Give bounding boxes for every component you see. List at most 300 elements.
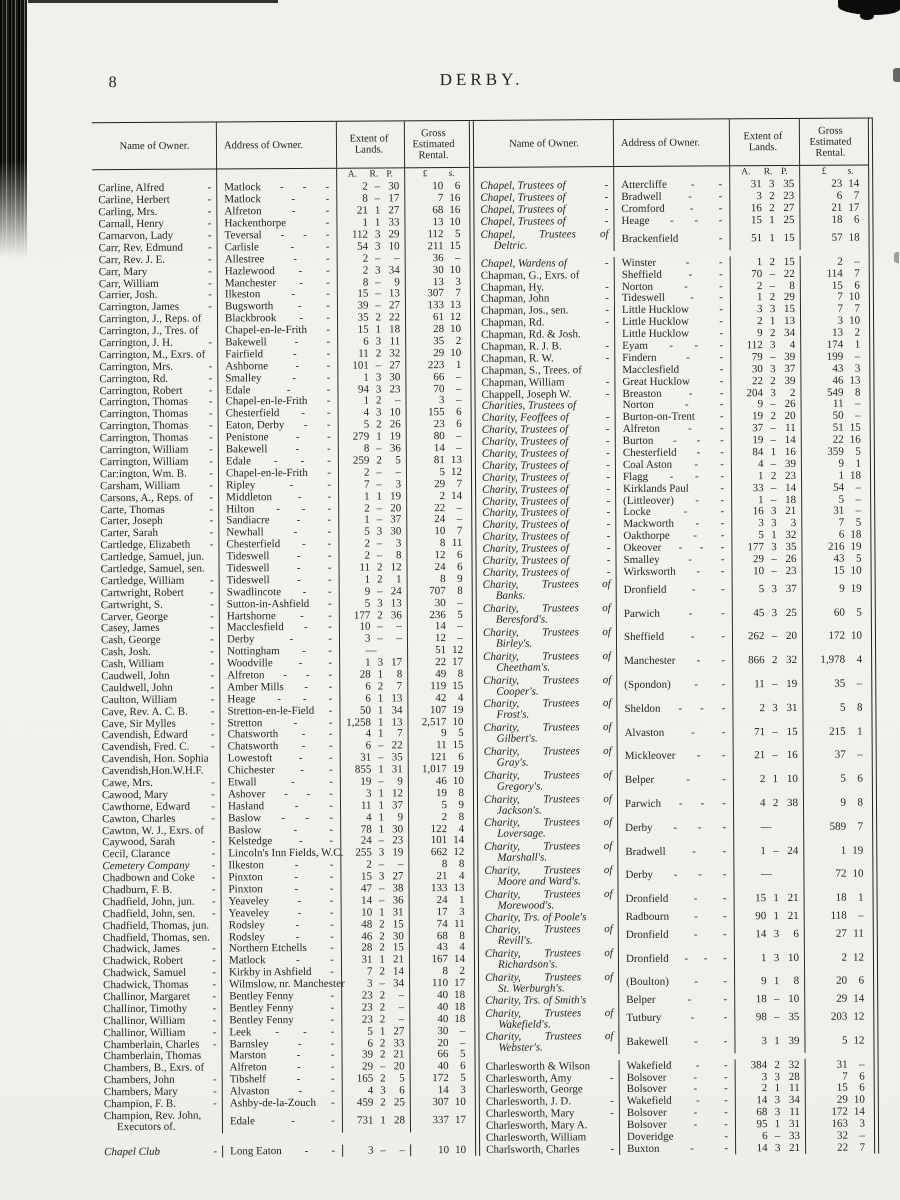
gross-rental-cell: 61 12 [432,311,462,324]
owner-address-cell: Chesterfield - - [219,407,339,420]
extent-of-lands-cell: 4 3 6 [343,1084,411,1096]
gross-rental-cell: 21 4 [436,870,465,883]
owner-address-cell: Wirksworth - - [617,565,733,578]
owner-name-cell: Carter, Sarah - [94,527,219,540]
extent-of-lands-cell: 14 3 21 [736,1142,806,1154]
extent-of-lands-cell: 39 2 21 [342,1049,410,1061]
owner-name-cell: Cartledge, Samuel, jun. [94,551,219,564]
owner-name-cell: Chadbown and Coke - [96,872,221,885]
owner-name-cell: Chamberlain, Thomas [98,1050,223,1063]
extent-units: A. R. P. [730,166,800,179]
extent-of-lands-cell: 8 – 9 [338,276,406,288]
extent-of-lands-cell: 204 3 2 [731,387,801,399]
owner-address-cell: Tibshelf - - [223,1073,343,1086]
extent-of-lands-cell: 1 – 18 [732,494,802,506]
gross-rental-cell: 28 10 [433,323,462,336]
owner-name-cell: Cawton, Charles - [96,812,221,825]
extent-of-lands-cell: 1 3 30 [338,371,406,383]
gross-rental-cell: 22 17 [435,656,464,669]
owner-address-cell: Sheffield - - [617,625,733,650]
gross-rental-cell: 80 – [433,430,462,443]
gross-rental-cell: 119 15 [430,679,464,693]
gross-rental-cell: 29 14 [836,992,865,1005]
extent-of-lands-cell: 6 – 22 [341,740,409,752]
extent-of-lands-cell: 866 2 32 [733,648,803,672]
owner-name-cell: Carrington, J., Reps. of [93,313,218,326]
owner-address-cell: Hartshorne - - [220,609,340,622]
scan-edge-mark [894,252,899,263]
extent-of-lands-cell: 259 2 5 [339,454,407,466]
gross-rental-cell: 223 1 [427,358,462,372]
owner-name-cell: Charity, Trustees of Revill's. [479,923,619,948]
extent-of-lands-cell: 70 – 22 [731,268,801,280]
table-row [479,921,873,947]
extent-of-lands-cell: 19 2 20 [732,410,802,422]
table-row [479,1028,873,1054]
extent-of-lands-cell: 4 1 7 [341,728,409,740]
owner-name-cell: Cawe, Mrs. - [96,776,221,789]
owner-address-cell: Teversal - - - [217,229,337,242]
table-row [479,886,873,912]
gross-rental-cell: 172 14 [831,1105,865,1118]
gross-rental-cell: 9 8 [840,796,864,809]
extent-of-lands-cell: 7 2 14 [342,966,410,978]
gross-rental-cell: 19 8 [435,786,464,800]
owner-address-cell: Long Eaton - - [223,1144,343,1157]
owner-address-cell: Yeaveley - - [222,907,342,920]
extent-of-lands-cell: 71 – 15 [733,720,803,744]
extent-of-lands-cell: 23 2 – [342,989,410,1001]
owner-name-cell: Charity, Trs. of Smith's [479,994,619,1007]
gross-rental-cell: 5 – [838,493,862,506]
gross-rental-cell: 37 – [834,748,863,762]
gross-rental-cell: 40 6 [437,1060,466,1073]
extent-of-lands-cell: 47 – 38 [341,882,409,894]
table-header [92,121,469,170]
extent-of-lands-cell: 2 – 3 [339,538,407,550]
col-header-name: Name of Owner. [92,122,217,169]
extent-of-lands-cell: 6 – 33 [736,1130,806,1142]
gross-rental-cell: 18 6 [831,213,860,226]
extent-of-lands-cell: 11 – 19 [733,672,803,696]
extent-of-lands-cell: 15 3 27 [341,870,409,882]
owner-address-cell: Edale - - - [219,455,339,468]
owner-address-cell: Derby - - - [618,863,734,888]
gross-rental-cell: 9 5 [441,727,464,740]
gross-rental-cell: 22 16 [832,433,861,446]
gross-rental-cell: 114 7 [826,267,860,280]
table-row [479,969,873,995]
owner-name-cell: Charity, Trustees of - [476,471,616,484]
extent-of-lands-cell: 46 2 30 [342,930,410,942]
rental-units: £ s. [821,166,854,178]
gross-rental-cell: 46 10 [435,774,464,788]
owner-name-cell: Chamberlain, Charles - [97,1038,222,1051]
owner-name-cell: Cave, Sir Mylles - [95,717,220,730]
owner-address-cell: Stretton - - [220,716,340,729]
extent-of-lands-cell: 31 1 21 [342,954,410,966]
extent-of-lands-cell: 94 3 23 [338,383,406,395]
owner-address-cell: Penistone - - [219,431,339,444]
extent-of-lands-cell: 45 3 25 [733,601,803,625]
owner-name-cell: Carrington, J., Tres. of [93,325,218,338]
owner-address-cell: Swadlincote - - [220,586,340,599]
owner-name-cell: Cauldwell, John - [95,681,220,694]
gross-rental-cell: 2 14 [439,489,463,502]
extent-of-lands-cell: 19 – 14 [732,434,802,446]
owner-address-cell: Derby - - - [618,815,734,840]
extent-of-lands-cell: 23 2 – [342,1013,410,1025]
owner-address-cell: Findern - - [615,351,731,364]
owner-name-cell: Cash, George - [95,634,220,647]
gross-rental-cell: 10 6 [432,180,461,193]
gross-rental-cell: 12 6 [434,549,463,562]
extent-of-lands-cell: 5 3 30 [339,526,407,538]
owner-name-cell: Chapel, Trustees of - [474,215,614,228]
owner-address-cell: Woodville - - [220,657,340,670]
scan-edge-mark [893,68,900,82]
owner-name-cell: Challinor, Margaret - [97,991,222,1004]
extent-of-lands-cell: 3 1 12 [341,787,409,799]
extent-of-lands-cell: 2 – – [341,859,409,871]
extent-of-lands-cell: 1 – 24 [734,839,804,863]
gross-rental-cell: 7 16 [437,192,461,205]
owner-name-cell: Carrington, M., Exrs. of [93,348,218,361]
extent-of-lands-cell: 1,258 1 13 [340,716,408,728]
extent-of-lands-cell: 2 1 10 [734,767,804,791]
owner-address-cell: Locke - - [616,506,732,519]
owner-name-cell: Cawood, Mary - [96,788,221,801]
extent-of-lands-cell: 9 1 8 [735,969,805,993]
extent-of-lands-cell: 1 2 1 [340,573,408,585]
owner-address-cell: Okeover - - - [616,542,732,555]
owner-name-cell: Challinor, Timothy - [97,1002,222,1015]
extent-of-lands-cell: 4 3 10 [339,407,407,419]
owner-name-cell: Charity, Trustees of Cooper's. [477,673,617,698]
extent-of-lands-cell: 48 2 15 [342,918,410,930]
owner-name-cell: Carte, Thomas - [94,503,219,516]
extent-of-lands-cell: 384 2 32 [736,1059,806,1071]
owner-address-cell: Burton - - - [616,434,732,447]
extent-of-lands-cell: 6 1 13 [340,692,408,704]
gross-rental-cell: 66 – [433,370,462,383]
extent-of-lands-cell: 98 – 35 [735,1005,805,1029]
owner-address-cell: Smalley - - [218,371,338,384]
gross-rental-cell: 68 16 [432,204,461,217]
scan-edge-artifact [28,0,278,3]
owner-address-cell: Ashover - - - [221,788,341,801]
owner-address-cell: Flagg - - - [616,470,732,483]
gross-rental-cell: 9 19 [839,582,862,595]
owner-address-cell: Macclesfield - [615,363,731,376]
owner-address-cell: Mackworth - - [616,518,732,531]
owner-address-cell: Bugsworth - - [218,300,338,313]
owner-address-cell: Bentley Fenny - [222,1002,342,1015]
owner-name-cell: Charity, Trustees of Marshall's. [478,840,618,865]
owner-name-cell: Caywood, Sarah - [96,836,221,849]
gross-rental-cell: 42 4 [435,691,464,704]
col-header-rental: Gross Estimated Rental. [412,127,455,161]
gross-rental-cell: 14 – [433,442,462,455]
gross-rental-cell: 68 8 [436,929,465,942]
owner-name-cell: Cawthorne, Edward - [96,800,221,813]
extent-of-lands-cell: 8 – 36 [339,442,407,454]
extent-of-lands-cell: 15 1 18 [338,324,406,336]
owner-name-cell: Charity, Trustees of Frost's. [477,697,617,722]
gross-rental-cell: 29 7 [434,477,463,490]
gross-rental-cell: 23 6 [433,418,462,431]
gross-rental-cell: 101 14 [430,834,465,847]
owner-address-cell: Lowestoft - - [221,752,341,765]
owner-address-cell: Macclesfield - - [220,621,340,634]
owner-name-cell: Cavendish, Hon. Sophia [96,753,221,766]
owners-table [92,117,879,1158]
gross-rental-cell: 236 5 [429,608,463,621]
gross-rental-cell: 8 8 [441,858,465,871]
owner-name-cell: Cavendish, Edward - [96,729,221,742]
owner-name-cell: Charity, Feoffees of - [476,411,616,424]
extent-of-lands-cell: 10 – 23 [733,565,803,577]
owner-name-cell: Charity, Trustees of - [476,554,616,567]
owner-name-cell: Carling, Mrs. - [92,206,217,219]
extent-of-lands-cell: 4 – 39 [732,458,802,470]
table-row [98,1108,475,1134]
gross-rental-cell: 13 3 [432,275,461,288]
owner-name-cell: Carr, Rev. J. E. - [93,253,218,266]
gross-rental-cell: 15 6 [831,279,860,292]
table-row [478,767,872,793]
owner-address-cell: Pinxton - - [221,871,341,884]
owner-address-cell: Alfreton - - [217,205,337,218]
gross-rental-cell: 54 – [833,481,862,494]
owner-name-cell: Charity, Trustees of - [476,435,616,448]
extent-of-lands-cell: 112 3 29 [337,228,405,240]
extent-of-lands-cell: — [340,645,408,657]
owner-name-cell: Carrington, J. H. - [93,337,218,350]
owner-address-cell: Chatsworth - - [221,728,341,741]
owner-name-cell: Cash, Josh. - [95,646,220,659]
gross-rental-cell: 10 7 [434,525,463,538]
rental-units: £ s. [422,169,455,180]
owner-address-cell: Amber Mills - - [220,681,340,694]
owner-address-cell: Bolsover - - [620,1107,736,1120]
gross-rental-cell: 14 3 [437,1084,466,1097]
gross-rental-cell: 5 12 [841,1034,865,1047]
owner-name-cell: Charity, Trustees of - [476,507,616,520]
owner-address-cell: Alfreton - - - [220,669,340,682]
table-row [477,719,871,745]
gross-rental-cell: 35 2 [433,335,462,348]
owner-address-cell: Attercliffe - - [614,179,730,192]
gross-rental-cell: 121 6 [430,751,464,764]
extent-of-lands-cell: 21 1 27 [337,205,405,217]
extent-of-lands-cell: 95 1 31 [736,1118,806,1130]
extent-of-lands-cell: 731 1 28 [343,1108,411,1132]
owner-address-cell: Little Hucklow - [615,304,731,317]
owner-address-cell: Hasland - - [221,800,341,813]
owner-name-cell: Chadfield, Thomas, jun. [97,919,222,932]
extent-of-lands-cell: 33 – 14 [732,482,802,494]
owner-address-cell: (Littleover) - - [616,494,732,507]
extent-of-lands-cell: 29 – 20 [343,1061,411,1073]
page-title: DERBY. [439,69,524,90]
owner-name-cell: Cavendish, Fred. C. - [96,741,221,754]
table-row [479,1005,873,1031]
owner-address-cell: Kirklands Paul - [616,482,732,495]
owner-address-cell: Smalley - - [616,553,732,566]
owner-address-cell: Ashborne - - [218,360,338,373]
owner-name-cell: Chambers, Mary - [98,1086,223,1099]
owner-address-cell: Mickleover - - [618,744,734,769]
gross-rental-cell: 70 – [433,382,462,395]
extent-of-lands-cell: 5 3 13 [340,597,408,609]
gross-rental-cell: 43 5 [833,552,862,565]
owner-name-cell: Chapel, Trustees of - [474,203,614,216]
owner-address-cell: Bakewell - - [219,443,339,456]
gross-rental-cell: 32 – [836,1129,866,1142]
owner-name-cell: Charity, Trustees of - [476,447,616,460]
gross-rental-cell: 163 3 [831,1117,865,1130]
owner-address-cell: Sutton-in-Ashfield - [220,597,340,610]
extent-of-lands-cell: 2 – 8 [731,279,801,291]
owner-address-cell: Manchester - - [617,649,733,674]
owner-name-cell: Chadwick, Robert - [97,955,222,968]
extent-of-lands-cell: 22 2 39 [731,375,801,387]
gross-rental-cell: 118 – [830,909,864,922]
extent-of-lands-cell: 9 – 26 [732,398,802,410]
extent-of-lands-cell: 16 2 27 [730,202,800,214]
gross-rental-cell: 22 7 [837,1141,866,1154]
table-row [477,672,871,698]
gross-rental-cell: 1,017 19 [422,763,464,776]
owner-name-cell: Charity, Trustees of Cheetham's. [477,649,617,674]
owner-address-cell: Burton-on-Trent - [616,411,732,424]
owner-name-cell: Cartwright, S. - [95,598,220,611]
owner-address-cell: Bakewell - - [218,336,338,349]
owner-address-cell: Hackenthorpe - [217,217,337,230]
owner-name-cell: Chapman, John - [475,293,615,306]
gross-rental-cell: 1,978 4 [820,653,863,666]
gross-rental-cell: 1 19 [840,844,864,857]
owner-name-cell: Charlesworth, J. D. - [480,1095,620,1108]
gross-rental-cell: 36 – [432,251,461,264]
gross-rental-cell: 203 12 [830,1010,865,1023]
owner-address-cell: Ashby-de-la-Zouch - [223,1097,343,1110]
extent-of-lands-cell: 3 – – [343,1144,411,1156]
extent-of-lands-cell: 177 2 36 [340,609,408,621]
extent-of-lands-cell: 15 – 13 [338,288,406,300]
extent-of-lands-cell: 112 3 4 [731,339,801,351]
owner-address-cell: Northern Etchells - [222,942,342,955]
owner-address-cell: Matlock - - - [217,181,337,194]
extent-of-lands-cell: 3 – 34 [342,977,410,989]
gross-rental-cell: 72 10 [835,867,864,881]
col-header-extent: Extent of Lands. [730,119,800,165]
gross-rental-cell: 31 – [836,1058,865,1071]
owner-name-cell: Chappell, Joseph W. - [475,388,615,401]
extent-of-lands-cell: 11 2 12 [340,561,408,573]
owner-address-cell: Matlock - - [222,954,342,967]
extent-of-lands-cell: 28 2 15 [342,942,410,954]
owner-name-cell: Chapel, Trustees of - [474,180,614,193]
owner-address-cell: Middleton - - [219,490,339,503]
owner-address-cell: Bradwell - - [618,839,734,864]
gross-rental-cell: 46 13 [832,374,861,387]
gross-rental-cell: 5 8 [839,701,863,714]
extent-of-lands-cell: 1 1 19 [339,490,407,502]
extent-of-lands-cell: 10 1 31 [342,906,410,918]
gross-rental-cell: 24 – [434,513,463,526]
owner-address-cell: Chapel-en-le-Frith - [219,467,339,480]
owner-name-cell: Cartwright, Robert - [95,586,220,599]
owner-name-cell: Champion, F. B. - [98,1098,223,1111]
extent-of-lands-cell: 1 2 – [339,395,407,407]
owner-address-cell: Pinxton - - [221,883,341,896]
owner-address-cell: (Boulton) - - [619,970,735,995]
extent-units: A. R. P. [337,168,405,181]
owner-address-cell: Dronfield - - [617,577,733,602]
owner-address-cell: Coal Aston - - [616,458,732,471]
gross-rental-cell: 662 12 [430,846,465,859]
extent-of-lands-cell: 4 2 38 [734,791,804,815]
owner-name-cell: Charity, Trustees of Gregory's. [478,768,618,793]
extent-of-lands-cell: 16 3 21 [732,505,802,517]
owner-name-cell: Charity, Trustees of Jackson's. [478,792,618,817]
extent-of-lands-cell: 5 2 26 [339,419,407,431]
owner-name-cell: Carrington, William - [94,455,219,468]
owner-name-cell: Cecil, Clarance - [96,848,221,861]
owner-name-cell: Carr, William - [93,277,218,290]
extent-of-lands-cell: 1 3 10 [735,946,805,970]
gross-rental-cell: 11 15 [436,739,464,752]
owner-address-cell: Manchester - - [218,276,338,289]
extent-of-lands-cell: 3 – – [340,633,408,645]
owner-address-cell: Fairfield - - [218,348,338,361]
gross-rental-cell: 707 8 [429,584,463,597]
owner-address-cell: Dronfield - - - [619,946,735,971]
extent-of-lands-cell: 4 1 9 [341,811,409,823]
gross-rental-cell: 199 – [826,350,861,363]
owner-address-cell: Ilkeston - - [218,288,338,301]
gross-rental-cell: 133 13 [427,299,461,312]
table-row [478,838,872,864]
owner-address-cell: Winster - - [615,256,731,269]
owner-name-cell: Carline, Herbert - [92,194,217,207]
owner-name-cell: Chapman, R. J. B. - [475,340,615,353]
extent-of-lands-cell: 37 – 11 [732,422,802,434]
extent-of-lands-cell: 11 1 37 [341,799,409,811]
gross-rental-cell: 172 10 [828,629,863,643]
owner-name-cell: Chambers, John - [98,1074,223,1087]
owner-address-cell: Bentley Fenny - [222,1014,342,1027]
owner-address-cell: Little Hucklow - [615,316,731,329]
gross-rental-cell: 30 – [437,1024,466,1037]
owner-name-cell: Chapman, William - [475,376,615,389]
owner-name-cell: Charity, Trustees of St. Werburgh's. [479,971,619,996]
gross-rental-cell: 3 10 [837,314,861,327]
gross-rental-cell: 35 – [834,677,863,690]
gross-rental-cell: 174 1 [826,338,861,351]
gross-rental-cell: 307 7 [427,287,461,300]
extent-of-lands-cell: 165 2 5 [343,1073,411,1085]
owner-name-cell: Chapel, Trustees of - [474,191,614,204]
extent-of-lands-cell: 3 3 15 [731,303,801,315]
table-row [477,695,871,721]
owner-address-cell: (Spondon) - - [617,672,733,697]
owner-address-cell: Bentley Fenny - [222,990,342,1003]
gross-rental-cell: 24 6 [434,560,463,574]
owner-address-cell: Heage - - - [614,215,730,228]
